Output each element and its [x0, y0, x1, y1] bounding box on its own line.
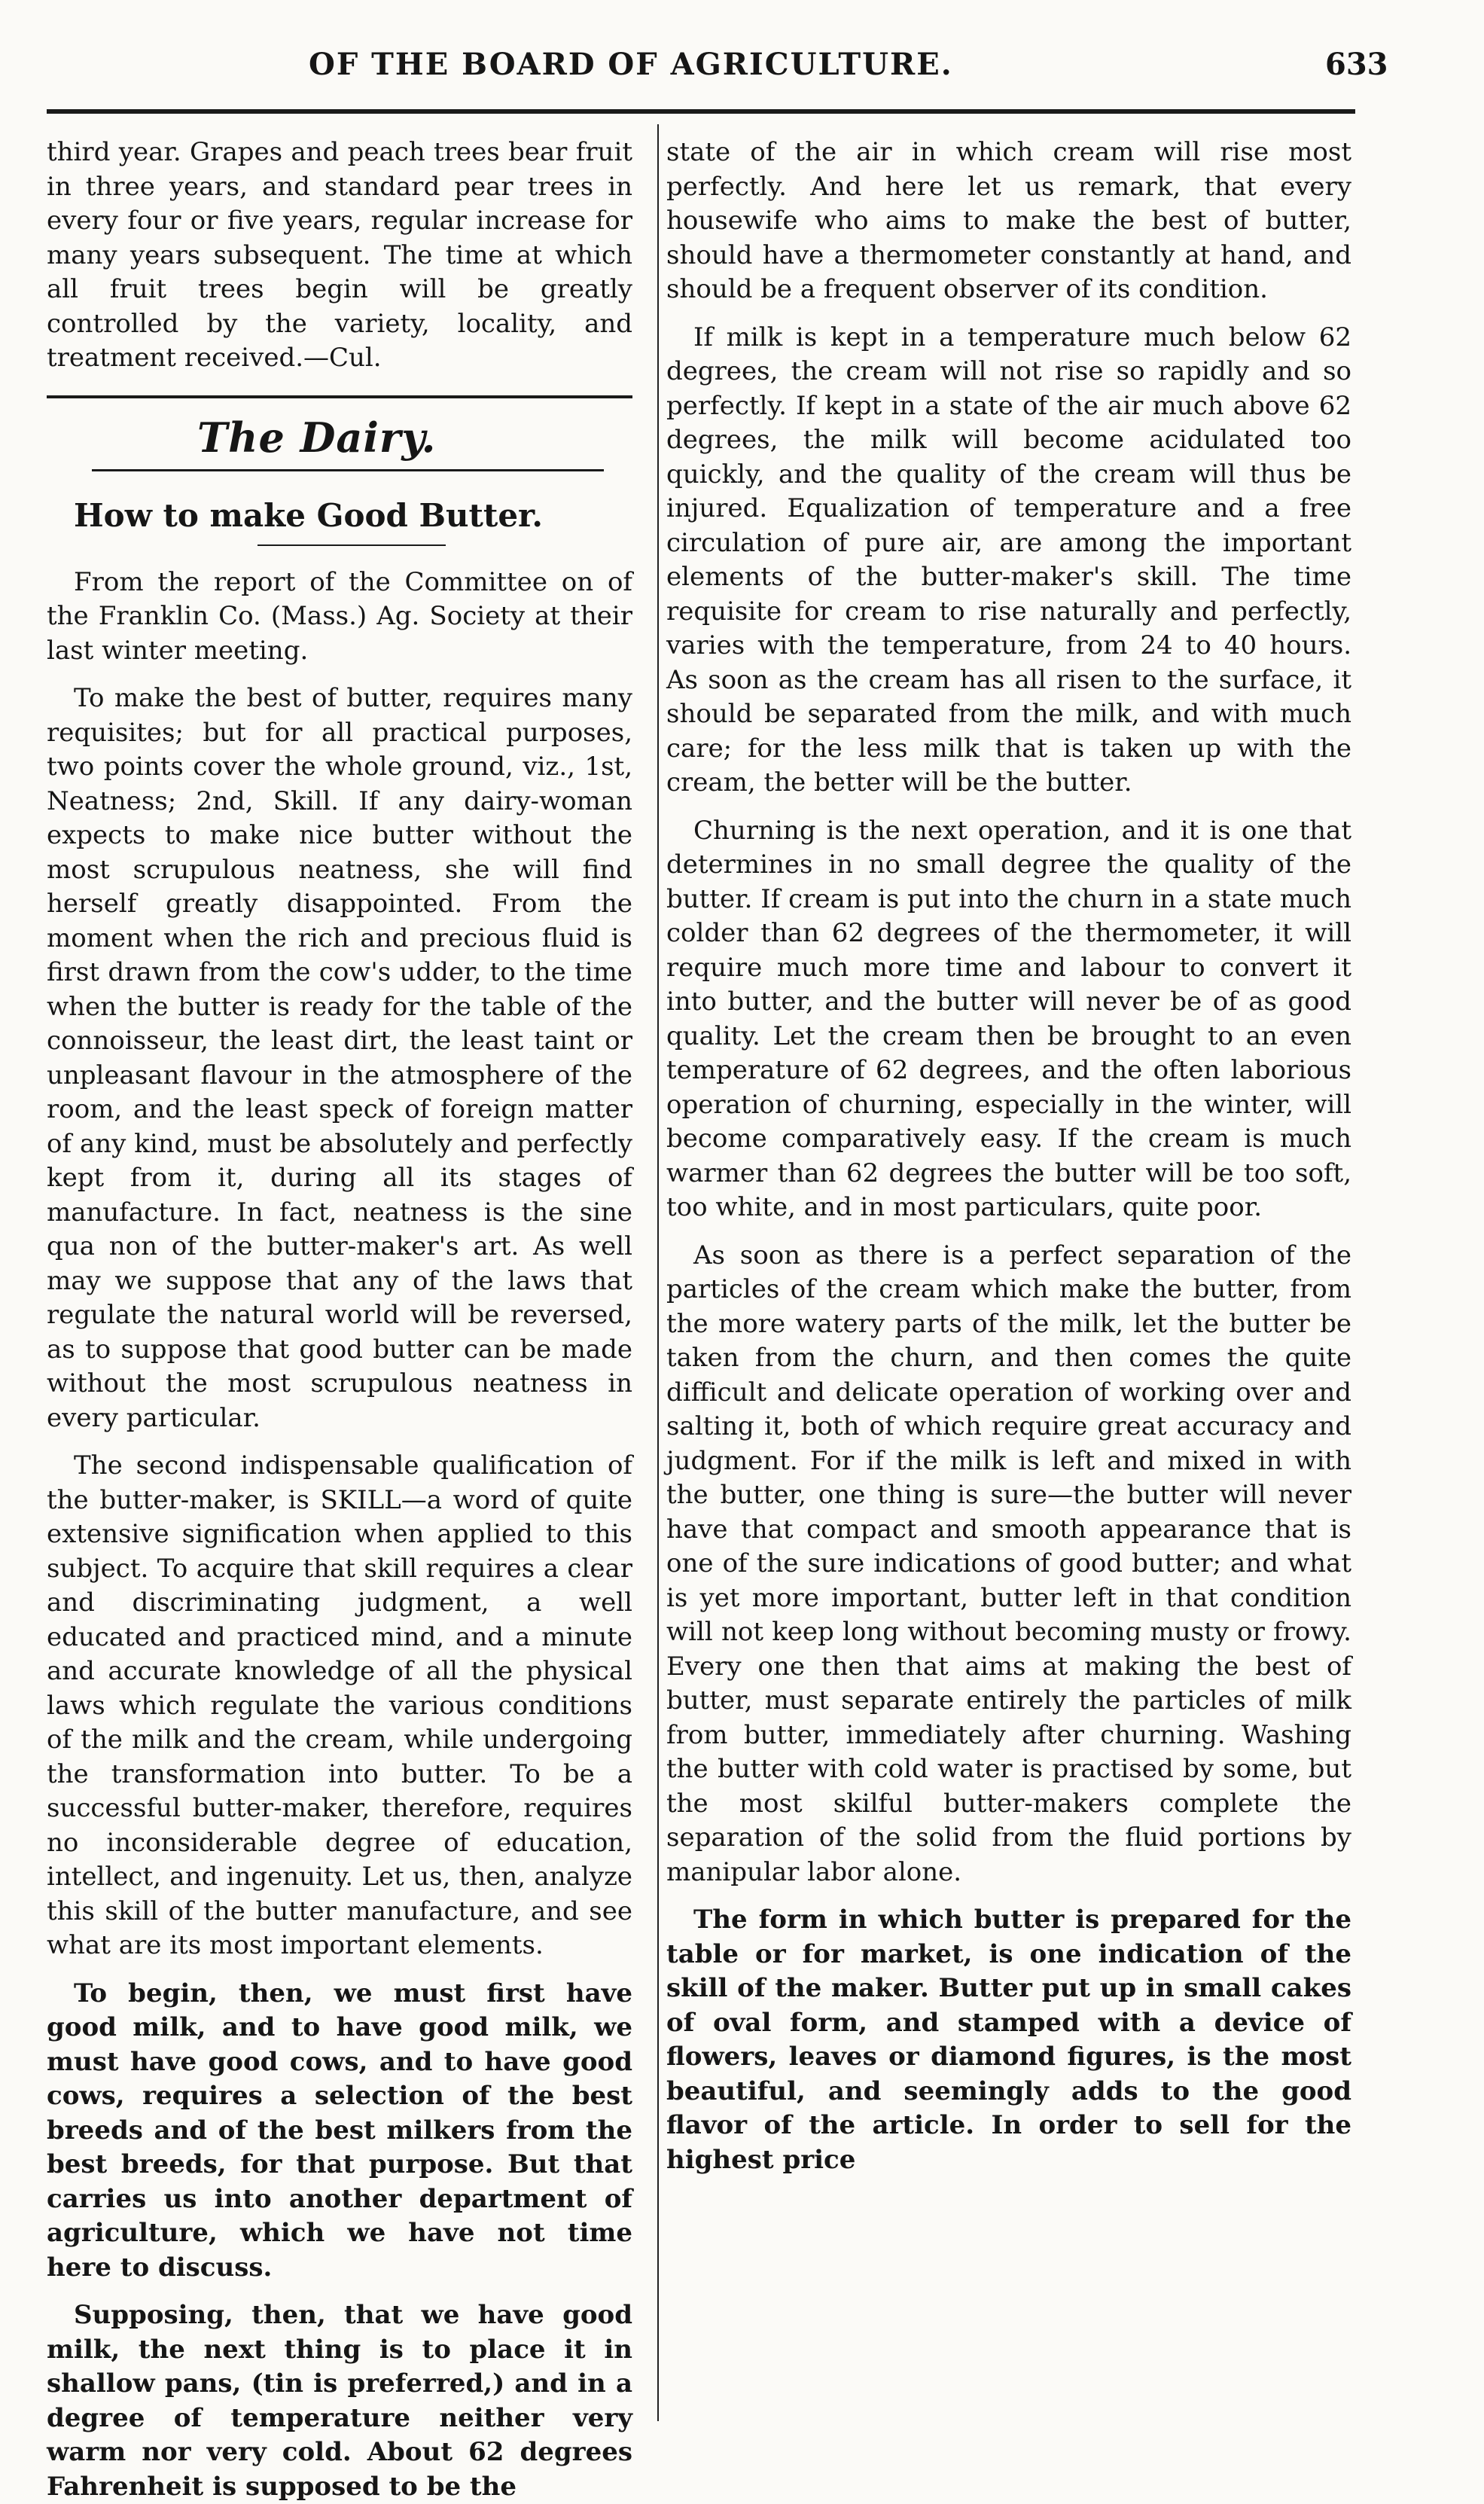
section-title: The Dairy. [197, 413, 437, 462]
right-paragraph-4: As soon as there is a perfect separation of the particles of the cream which make the butter, from the more watery parts of the milk, let the butter be taken from the churn, and then comes the quite difficult and delicate operation of working over and salting it, both of which require great accuracy and judgment. For if the milk is left and mixed in with the butter, one thing is sure—the butter will never have that compact and smooth appearance that is one of the sure indications of good butter; and what is yet more important, butter left in that condition will not keep long without becoming musty or frowy. Every one then that aims at making the best of butter, must separate entirely the particles of milk from butter, immediately after churning. Washing the butter with cold water is practised by some, but the most skilful butter-makers complete the separation of the solid from the fluid portions by manipular labor alone. [666, 1240, 1351, 1887]
left-paragraph-4: To begin, then, we must first have good milk, and to have good milk, we must have good cows, and to have good cows, requires a selection of the best breeds and of the best milkers from the best breeds, for that purpose. But that carries us into another department of agriculture, which we have not time here to discuss. [47, 1978, 632, 2283]
section-rule [47, 395, 632, 398]
left-paragraph-1: From the report of the Committee on of the Franklin Co. (Mass.) Ag. Society at their last winter meeting. [47, 566, 632, 666]
header-rule [47, 109, 1355, 114]
intro-paragraph: third year. Grapes and peach trees bear fruit in three years, and standard pear trees in every four or five years, regular increase for many years subsequent. The time at which all fruit trees begin will be greatly controlled by the variety, locality, and treatment received.—Cul. [47, 137, 632, 373]
running-head-title: OF THE BOARD OF AGRICULTURE. [309, 47, 953, 82]
page-number: 633 [1325, 47, 1388, 82]
left-column [47, 136, 632, 2502]
article-title: How to make Good Butter. [74, 496, 543, 534]
section-underline [92, 469, 604, 471]
left-paragraph-2: To make the best of butter, requires many requisites; but for all practical purposes, two points cover the whole ground, viz., 1st, Neatness; 2nd, Skill. If any dairy-woman expects to make nice butter without the most scrupulous neatness, she will find herself greatly disappointed. From the moment when the rich and precious fluid is first drawn from the cow's udder, to the time when the butter is ready for the table of the connoisseur, the least dirt, the least taint or unpleasant flavour in the atmosphere of the room, and the least speck of foreign matter of any kind, must be absolutely and perfectly kept from it, during all its stages of manufacture. In fact, neatness is the sine qua non of the butter-maker's art. As well may we suppose that any of the laws that regulate the natural world will be reversed, as to suppose that good butter can be made without the most scrupulous neatness in every particular. [47, 683, 632, 1433]
running-head [0, 47, 1484, 99]
left-paragraph-5: Supposing, then, that we have good milk, the next thing is to place it in shallow pans, (tin is preferred,) and in a degree of temperature neither very warm nor very cold. About 62 degrees Fahrenheit is supposed to be the [47, 2300, 632, 2502]
left-paragraph-3: The second indispensable qualification of the butter-maker, is SKILL—a word of quite extensive signification when applied to this subject. To acquire that skill requires a clear and discriminating judgment, a well educated and practiced mind, and a minute and accurate knowledge of all the physical laws which regulate the various conditions of the milk and the cream, while undergoing the transformation into butter. To be a successful butter-maker, therefore, requires no inconsiderable degree of education, intellect, and ingenuity. Let us, then, analyze this skill of the butter manufacture, and see what are its most important elements. [47, 1450, 632, 1960]
article-title-rule [257, 544, 446, 546]
right-paragraph-3: Churning is the next operation, and it is one that determines in no small degree the quality of the butter. If cream is put into the churn in a state much colder than 62 degrees of the thermometer, it will require much more time and labour to convert it into butter, and the butter will never be of as good quality. Let the cream then be brought to an even temperature of 62 degrees, and the often laborious operation of churning, especially in the winter, will become comparatively easy. If the cream is much warmer than 62 degrees the butter will be too soft, too white, and in most particulars, quite poor. [666, 815, 1351, 1222]
right-paragraph-1: state of the air in which cream will rise most perfectly. And here let us remark, that every housewife who aims to make the best of butter, should have a thermometer constantly at hand, and should be a frequent observer of its condition. [666, 137, 1351, 304]
right-column [666, 136, 1351, 2417]
column-divider [657, 124, 659, 2421]
right-paragraph-2: If milk is kept in a temperature much below 62 degrees, the cream will not rise so rapidly and so perfectly. If kept in a state of the air much above 62 degrees, the milk will become acidulated too quickly, and the quality of the cream will thus be injured. Equalization of temperature and a free circulation of pure air, are among the important elements of the butter-maker's skill. The time requisite for cream to rise naturally and perfectly, varies with the temperature, from 24 to 40 hours. As soon as the cream has all risen to the surface, it should be separated from the milk, and with much care; for the less milk that is taken up with the cream, the better will be the butter. [666, 322, 1351, 798]
right-paragraph-5: The form in which butter is prepared for the table or for market, is one indication of the skill of the maker. Butter put up in small cakes of oval form, and stamped with a device of flowers, leaves or diamond figures, is the most beautiful, and seemingly adds to the good flavor of the article. In order to sell for the highest price [666, 1905, 1351, 2175]
